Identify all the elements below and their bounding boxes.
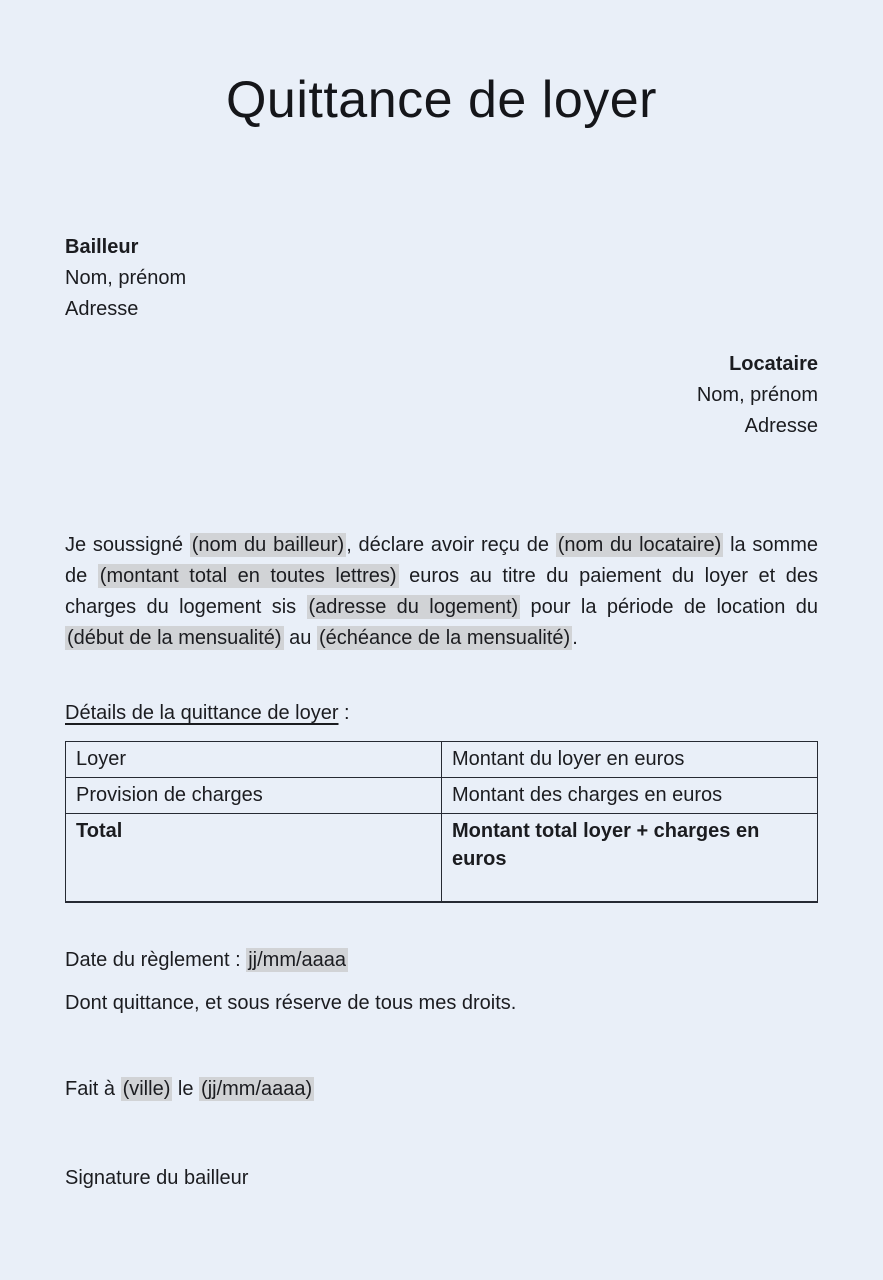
placeholder-highlight: (adresse du logement) <box>308 596 519 618</box>
placeholder-highlight: (ville) <box>122 1078 171 1100</box>
rent-details-table <box>65 741 818 903</box>
text-segment: au <box>283 627 317 649</box>
landlord-heading: Bailleur <box>65 236 139 258</box>
receipt-note-line: Dont quittance, et sous réserve de tous mes droits. <box>65 992 517 1014</box>
text-segment: la somme de <box>65 534 818 587</box>
placeholder-highlight: (nom du locataire) <box>557 534 722 556</box>
rent-value-cell: Montant du loyer en euros <box>442 742 818 778</box>
text-segment: Je soussigné <box>65 534 190 556</box>
total-label-cell: Total <box>66 814 442 903</box>
tenant-address-line: Adresse <box>744 415 818 437</box>
placeholder-highlight: (nom du bailleur) <box>191 534 345 556</box>
tenant-heading: Locataire <box>729 353 818 375</box>
charges-value-cell: Montant des charges en euros <box>442 778 818 814</box>
text-segment: . <box>572 627 578 649</box>
text-segment: le <box>172 1078 200 1100</box>
text-segment: , déclare avoir reçu de <box>346 534 556 556</box>
declaration-paragraph <box>65 530 818 654</box>
text-segment: euros au titre du paiement du loyer et des charges du logement sis <box>65 565 819 618</box>
text-segment: Date du règlement : <box>65 949 247 971</box>
table-row-rent <box>66 742 818 778</box>
placeholder-highlight: jj/mm/aaaa <box>248 949 347 971</box>
landlord-block <box>65 232 818 325</box>
payment-date-line <box>65 945 818 976</box>
signature-line: Signature du bailleur <box>65 1167 249 1189</box>
rent-label-cell: Loyer <box>66 742 442 778</box>
landlord-name-line: Nom, prénom <box>65 267 187 289</box>
placeholder-highlight: (début de la mensualité) <box>67 627 282 649</box>
placeholder-highlight: (jj/mm/aaaa) <box>201 1078 313 1100</box>
landlord-address-line: Adresse <box>65 298 139 320</box>
charges-label-cell: Provision de charges <box>66 778 442 814</box>
placeholder-highlight: (montant total en toutes lettres) <box>99 565 397 587</box>
total-value-cell: Montant total loyer + charges en euros <box>442 814 818 903</box>
place-date-line <box>65 1074 818 1105</box>
table-row-total <box>66 814 818 903</box>
details-heading-colon: : <box>338 702 350 724</box>
details-heading <box>65 698 818 729</box>
table-row-charges <box>66 778 818 814</box>
placeholder-highlight: (échéance de la mensualité) <box>318 627 571 649</box>
tenant-block <box>65 349 818 442</box>
tenant-name-line: Nom, prénom <box>696 384 818 406</box>
text-segment: Fait à <box>65 1078 121 1100</box>
details-heading-label: Détails de la quittance de loyer <box>65 702 339 724</box>
document-title: Quittance de loyer <box>225 71 658 129</box>
text-segment: pour la période de location du <box>520 596 818 618</box>
